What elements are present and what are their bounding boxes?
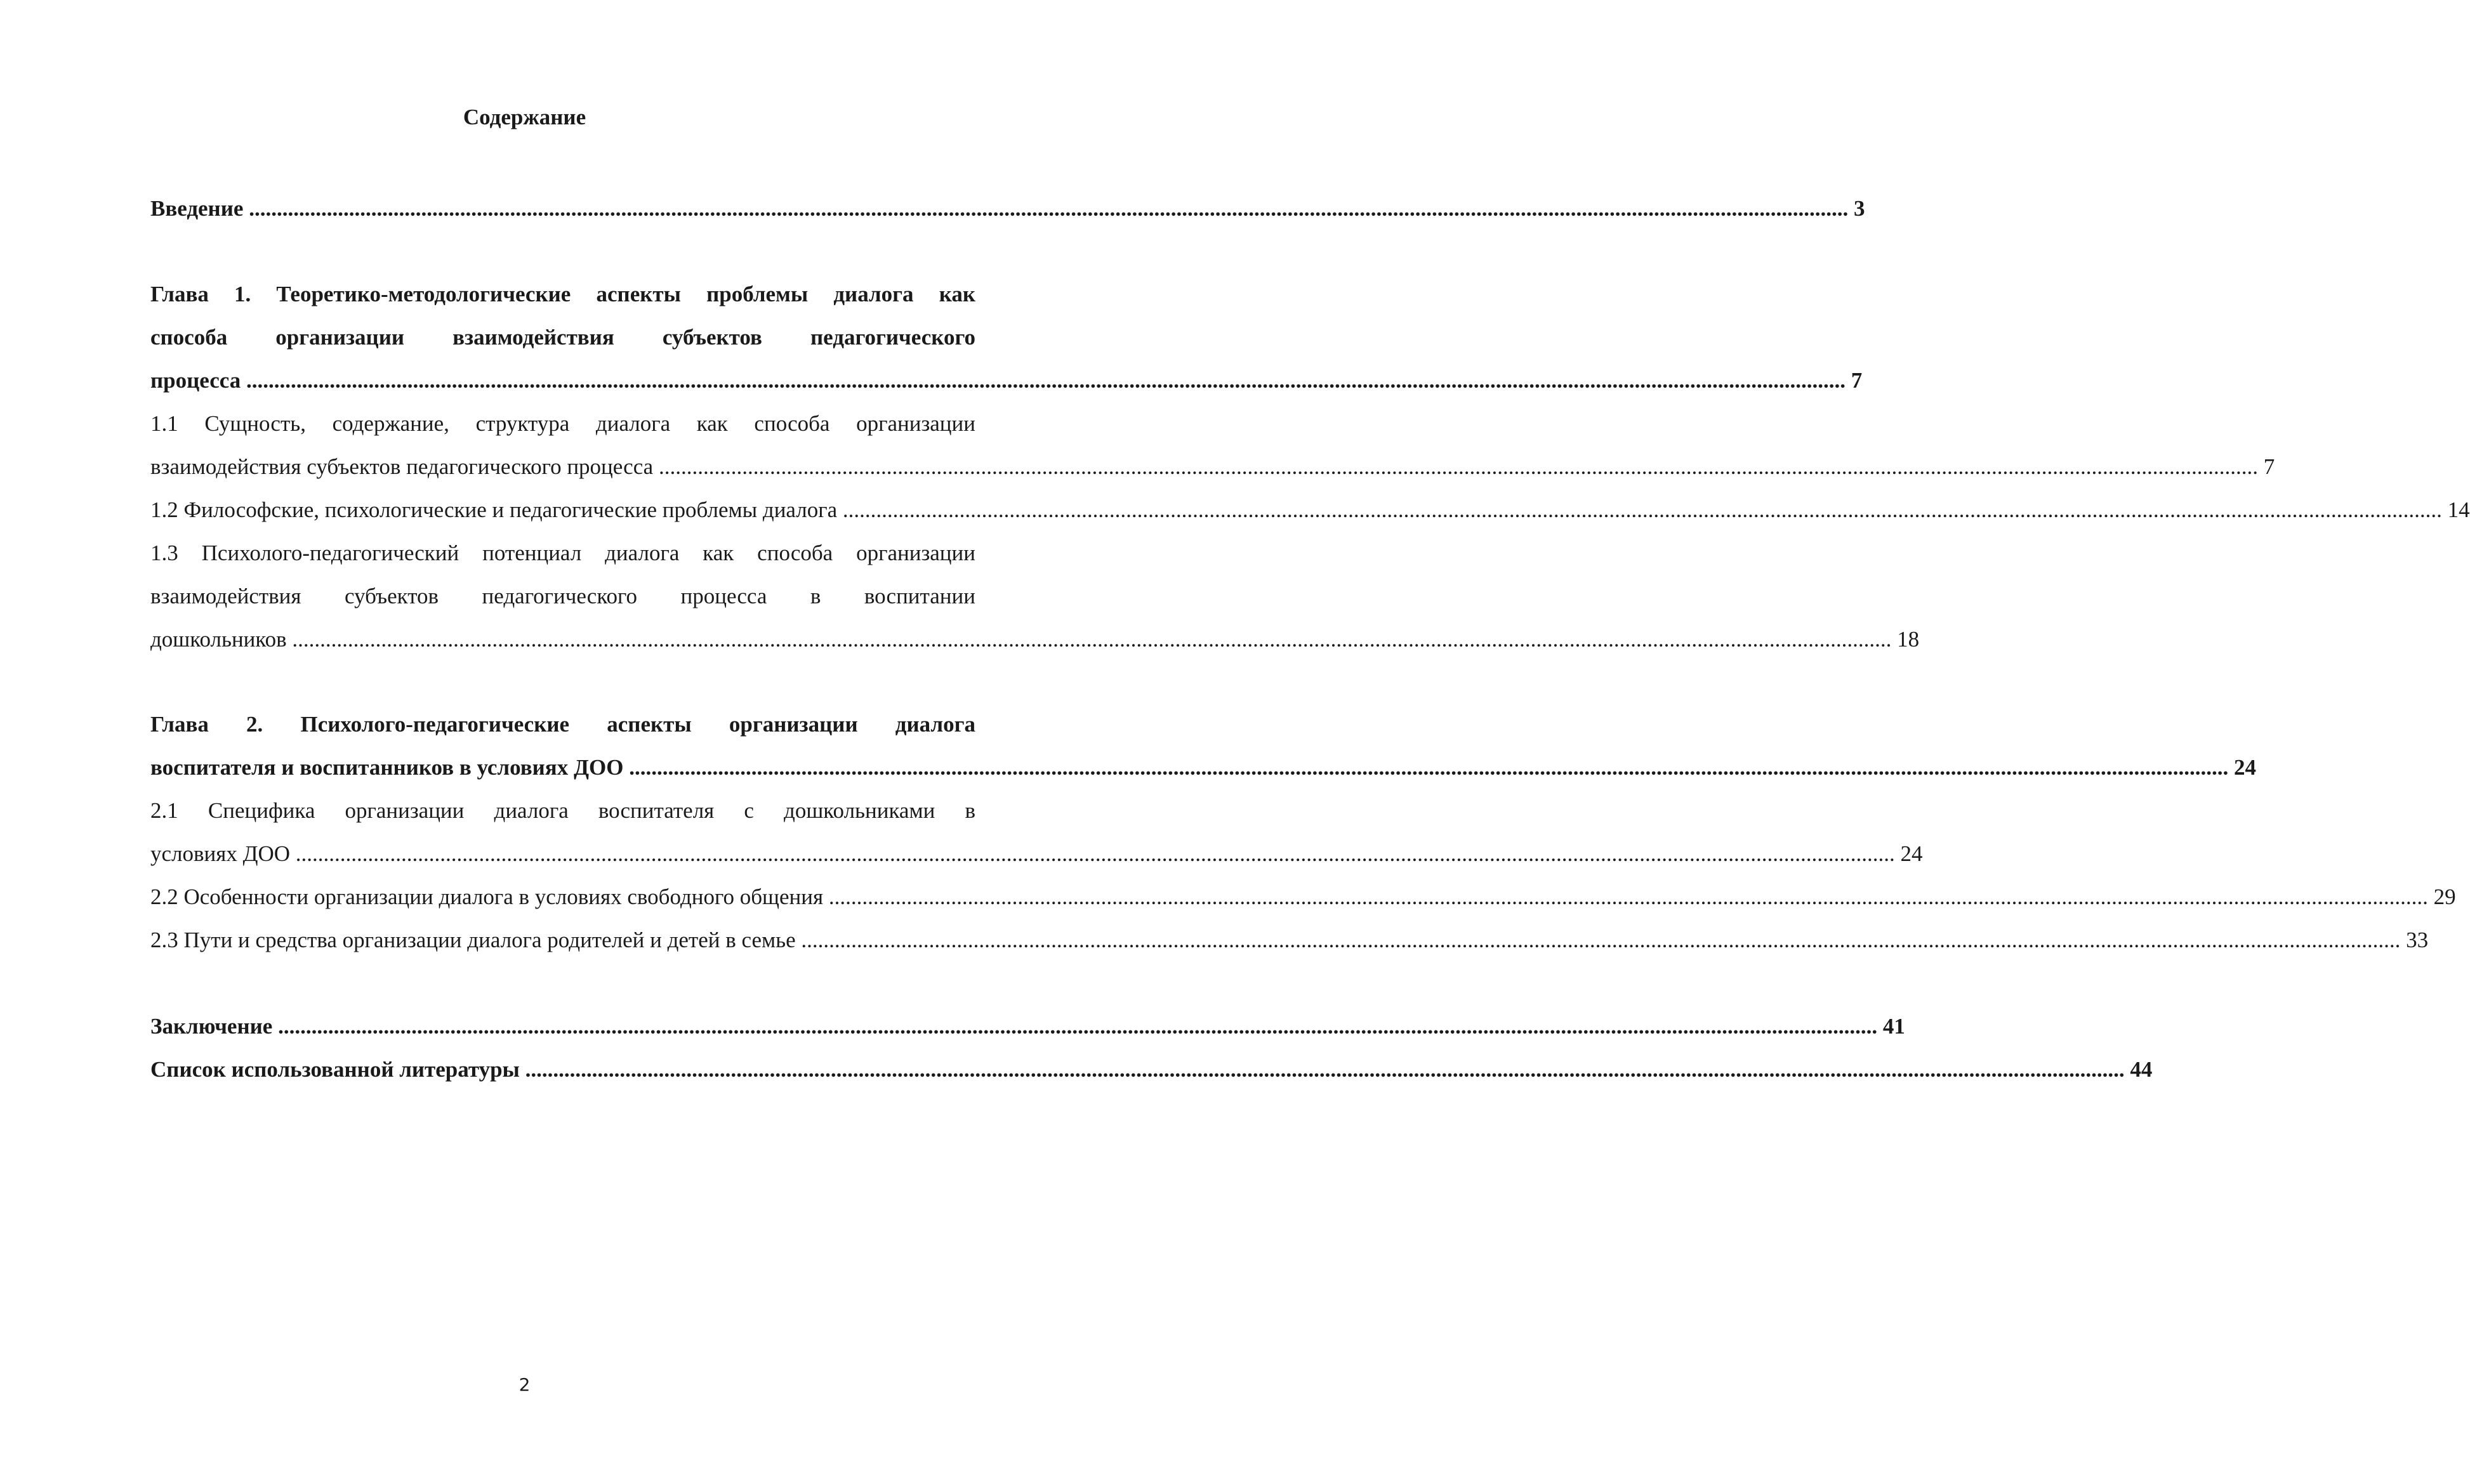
- toc-page-number: 7: [1851, 368, 1863, 393]
- toc-entry-title-line: 2.2 Особенности организации диалога в условиях свободного общения: [150, 884, 824, 909]
- toc-page-number: 29: [2433, 884, 2456, 909]
- toc-page-number: 44: [2130, 1057, 2153, 1082]
- dot-leader: [278, 1014, 1877, 1039]
- toc-entry-title-line: взаимодействия субъектов педагогического процесса: [150, 454, 654, 479]
- toc-entry-title-line: взаимодействия субъектов педагогического процесса в воспитании: [150, 584, 975, 608]
- toc-entry-bibliography[interactable]: [150, 1048, 2153, 1091]
- dot-leader: [292, 627, 1891, 652]
- toc-entry-section-1-2[interactable]: [150, 489, 2470, 532]
- toc-entry-conclusion[interactable]: [150, 1005, 1905, 1048]
- toc-entry-title-line: Глава 1. Теоретико-методологические аспекты проблемы диалога как: [150, 282, 975, 306]
- dot-leader: [629, 755, 2228, 780]
- page-number: 2: [518, 1374, 531, 1395]
- toc-entry-chapter-1[interactable]: [150, 273, 1863, 402]
- toc-page-number: 41: [1882, 1014, 1905, 1039]
- dot-leader: [249, 196, 1848, 221]
- toc-page-number: 14: [2447, 497, 2470, 522]
- toc-entry-title-line: 2.3 Пути и средства организации диалога родителей и детей в семье: [150, 928, 796, 952]
- toc-entry-introduction[interactable]: [150, 187, 1865, 230]
- toc-entry-title-line: 1.1 Сущность, содержание, структура диалога как способа организации: [150, 411, 975, 436]
- toc-entry-title-line: 1.2 Философские, психологические и педагогические проблемы диалога: [150, 497, 838, 522]
- toc-page-number: 24: [2234, 755, 2256, 780]
- dot-leader: [659, 454, 2258, 479]
- dot-leader: [246, 368, 1846, 393]
- toc-entry-title-line: воспитателя и воспитанников в условиях ДОО: [150, 755, 624, 780]
- toc-entry-section-2-1[interactable]: [150, 789, 1923, 876]
- dot-leader: [829, 884, 2428, 909]
- toc-entry-title-line: условиях ДОО: [150, 841, 291, 866]
- toc-entry-title-line: 2.1 Специфика организации диалога воспитателя с дошкольниками в: [150, 798, 975, 823]
- toc-page-number: 3: [1853, 196, 1865, 221]
- toc-entry-section-1-3[interactable]: [150, 532, 1920, 661]
- toc-page-number: 33: [2406, 928, 2429, 952]
- toc-page-number: 7: [2263, 454, 2275, 479]
- dot-leader: [801, 928, 2400, 952]
- toc-entry-title: Заключение: [150, 1014, 273, 1039]
- toc-entry-section-2-2[interactable]: [150, 876, 2456, 919]
- toc-page-number: 18: [1897, 627, 1920, 652]
- dot-leader: [525, 1057, 2125, 1082]
- dot-leader: [296, 841, 1895, 866]
- toc-entry-chapter-2[interactable]: [150, 703, 2256, 789]
- dot-leader: [843, 497, 2442, 522]
- toc-entry-title: Список использованной литературы: [150, 1057, 520, 1082]
- toc-entry-title-line: 1.3 Психолого-педагогический потенциал диалога как способа организации: [150, 541, 975, 565]
- toc-entry-section-2-3[interactable]: [150, 919, 2429, 962]
- toc-entry-section-1-1[interactable]: [150, 402, 2275, 489]
- page-title: Содержание: [463, 105, 586, 129]
- toc-entry-title-line: Глава 2. Психолого-педагогические аспекты организации диалога: [150, 712, 975, 737]
- toc-entry-title-line: дошкольников: [150, 627, 287, 652]
- toc-entry-title-line: способа организации взаимодействия субъектов педагогического: [150, 325, 975, 350]
- toc-page-number: 24: [1900, 841, 1923, 866]
- toc-entry-title-line: процесса: [150, 368, 241, 393]
- toc-entry-title: Введение: [150, 196, 244, 221]
